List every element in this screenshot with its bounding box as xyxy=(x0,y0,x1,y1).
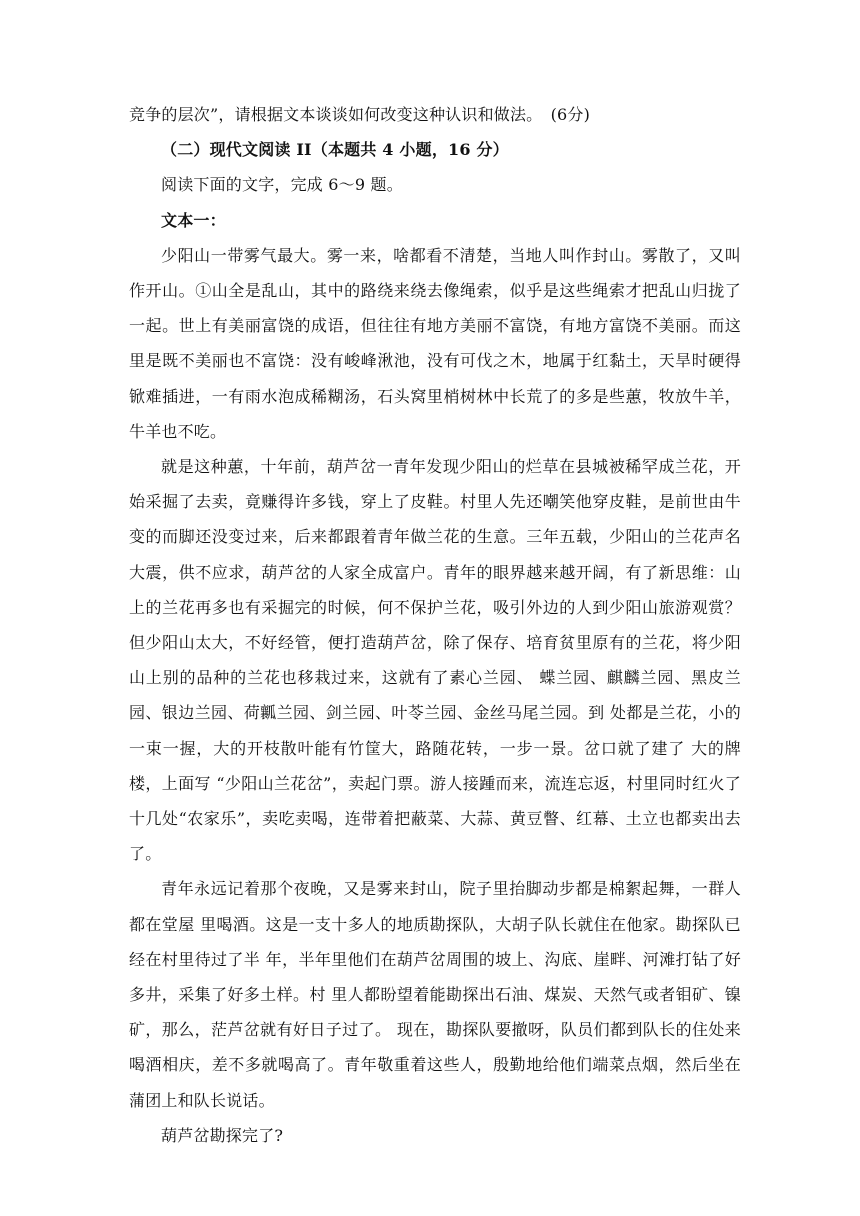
previous-question-tail: 竞争的层次”，请根据文本谈谈如何改变这种认识和做法。 (6分) xyxy=(129,105,591,124)
paragraph: 青年永远记着那个夜晚，又是雾来封山，院子里抬脚动步都是棉絮起舞，一群人都在堂屋 里喝酒。这是一支十多人的地质勘探队，大胡子队长就住在他家。勘探队已经在村里待过了半 年，半年里他们在葫芦岔周围的坡上、沟底、崖畔、河滩打钻了好多井，采集了好多土样。村 里人都盼望着能勘探出石油、煤炭、天然气或者钼矿、镍矿，那么，茫芦岔就有好日子过了。 现在，勘探队要撤呀，队员们都到队长的住处来喝酒相庆，差不多就喝高了。青年敬重着这些人，殷勤地给他们端菜点烟，然后坐在蒲团上和队长说话。 xyxy=(129,879,741,1110)
paragraph: 葫芦岔勘探完了? xyxy=(161,1125,284,1145)
paragraph: 就是这种蕙，十年前，葫芦岔一青年发现少阳山的烂草在县城被稀罕成兰花，开始采掘了去卖，竟赚得许多钱，穿上了皮鞋。村里人先还嘲笑他穿皮鞋，是前世由牛变的而脚还没变过来，后来都跟着青年做兰花的生意。三年五载，少阳山的兰花声名大震，供不应求，葫芦岔的人家全成富户。青年的眼界越来越开阔，有了新思维：山上的兰花再多也有采掘完的时候，何不保护兰花，吸引外边的人到少阳山旅游观赏？但少阳山太大，不好经管，便打造葫芦岔，除了保存、培育贫里原有的兰花，将少阳山上别的品种的兰花也移栽过来，这就有了素心兰园、 蝶兰园、麒麟兰园、黑皮兰园、银边兰园、荷瓤兰园、剑兰园、叶苓兰园、金丝马尾兰园。到 处都是兰花，小的一束一握，大的开枝散叶能有竹筐大，路随花转，一步一景。岔口就了建了 大的牌楼，上面写 “少阳山兰花岔”，卖起门票。游人接踵而来，流连忘返，村里同时红火了 十几处“农家乐”，卖吃卖喝，连带着把蔽菜、大蒜、黄豆瞥、红幕、土立也都卖出去了。 xyxy=(129,457,741,864)
section-title: （二）现代文阅读 II（本题共 4 小题，16 分） xyxy=(161,140,509,160)
document-body xyxy=(129,97,741,1153)
text-label: 文本一： xyxy=(161,210,226,230)
reading-instruction: 阅读下面的文字，完成 6～9 题。 xyxy=(161,175,403,195)
paragraph: 少阳山一带雾气最大。雾一来，啥都看不清楚，当地人叫作封山。雾散了，又叫作开山。①山全是乱山，其中的路绕来绕去像绳索，似乎是这些绳索才把乱山归拢了一起。世上有美丽富饶的成语，但往往有地方美丽不富饶，有地方富饶不美丽。而这里是既不美丽也不富饶：没有峻峰湫池，没有可伐之木，地属于红黏土，天旱时硬得锨难插进，一有雨水泡成稀糊汤，石头窝里梢树林中长荒了的多是些蕙，牧放牛羊，牛羊也不吃。 xyxy=(129,245,741,441)
